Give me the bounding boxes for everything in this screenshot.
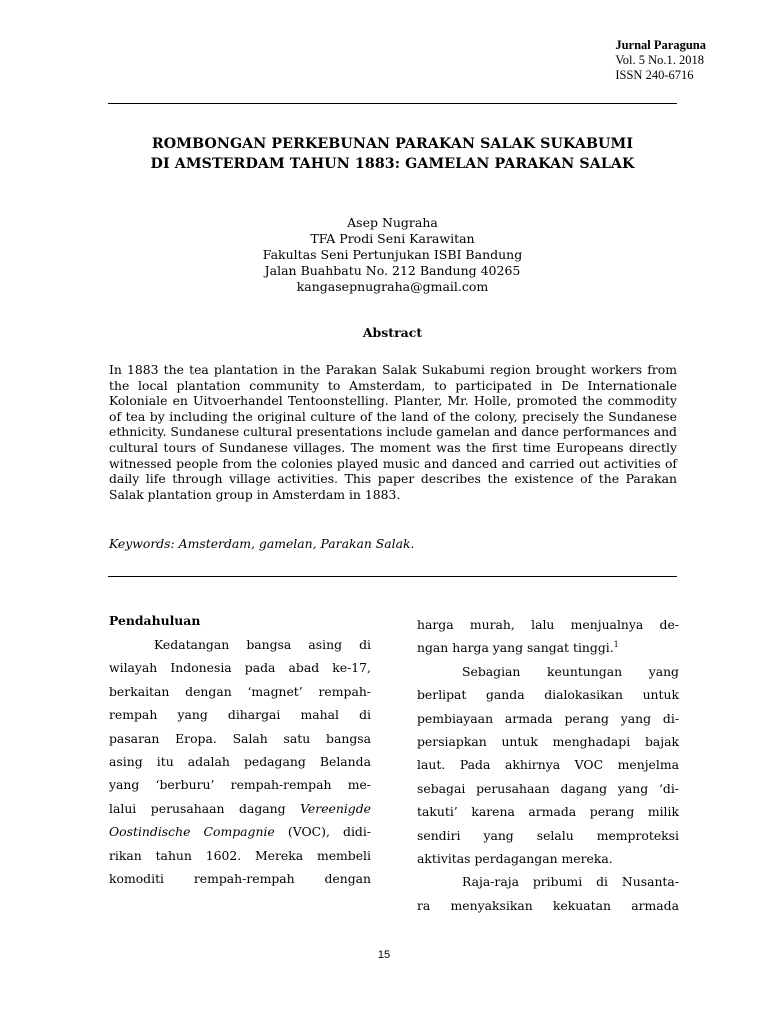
body-line: harga murah, lalu menjualnya de- [417,617,679,632]
body-text: ngan harga yang sangat tinggi. [417,640,614,656]
keywords-list: : Amsterdam, gamelan, Parakan Salak. [170,536,415,551]
page-number: 15 [377,949,391,961]
author-affiliation-2: Fakultas Seni Pertunjukan ISBI Bandung [262,247,523,262]
journal-volume: Vol. 5 No.1. 2018 [615,53,705,67]
body-line: komoditi rempah-rempah dengan [109,871,371,887]
body-line [109,820,371,843]
body-line: asing itu adalah pedagang Belanda [109,754,371,770]
body-line: pasaran Eropa. Salah satu bangsa [109,730,371,746]
journal-issn: ISSN 240-6716 [615,68,694,82]
body-line: persiapkan untuk menghadapi bajak [417,734,679,750]
body-column-left [109,613,371,890]
body-line: Kedatangan bangsa asing di [154,637,371,652]
body-line [109,797,371,820]
body-line: takuti’ karena armada perang milik [417,804,679,820]
body-line: rempah yang dihargai mahal di [109,707,371,723]
body-line: berlipat ganda dialokasikan untuk [417,687,679,703]
body-line: berkaitan dengan ‘magnet’ rempah- [109,683,371,699]
abstract-text: In 1883 the tea plantation in the Parakan Salak Sukabumi region brought workers from the local plantation community to Amsterdam, to participated in De Internationale Koloniale en Uitvoerhandel Tentoonstelling. Planter, Mr. Holle, promoted the commodity of tea by including the original culture of the land of the colony, precisely the Sundanese ethnicity. Sundanese cultural presentations include gamelan and dance performances and cultural tours of Sundanese villages. The moment was the first time Europeans directly witnessed people from the colonies played music and danced and carried out activities of daily life through village activities. This paper describes the existence of the Parakan Salak plantation group in Amsterdam in 1883. [109,362,677,502]
author-address: Jalan Buahbatu No. 212 Bandung 40265 [264,263,521,278]
journal-name: Jurnal Paraguna [615,38,706,52]
body-line: rikan tahun 1602. Mereka membeli [109,847,371,863]
body-column-right [417,613,679,917]
journal-info [615,38,706,83]
abstract-heading: Abstract [362,325,423,340]
section-heading: Pendahuluan [109,613,201,628]
article-title [100,134,685,174]
body-line: aktivitas perdagangan mereka. [417,851,613,867]
keywords-label: Keywords [109,536,171,551]
body-line: wilayah Indonesia pada abad ke-17, [109,660,371,676]
body-line: laut. Pada akhirnya VOC menjelma [417,757,679,773]
footnote-ref[interactable]: 1 [613,640,619,650]
body-text: (VOC), didi- [287,824,371,840]
voc-name-part-1: Vereenigde [300,800,371,816]
body-line: pembiayaan armada perang yang di- [417,710,679,726]
body-line: sebagai perusahaan dagang yang ‘di- [417,780,679,796]
author-name: Asep Nugraha [347,215,438,230]
title-line-2: DI AMSTERDAM TAHUN 1883: GAMELAN PARAKAN SALAK [150,156,635,172]
body-line: ra menyaksikan kekuatan armada [417,897,679,913]
body-line: Sebagian keuntungan yang [462,663,679,679]
body-line: yang ‘berburu’ rempah-rempah me- [109,777,371,793]
body-line: Raja-raja pribumi di Nusanta- [462,874,679,890]
voc-name-part-2: Oostindische Compagnie [109,824,275,840]
keywords [109,536,677,551]
title-line-1: ROMBONGAN PERKEBUNAN PARAKAN SALAK SUKABUMI [151,136,634,152]
body-text: lalui perusahaan dagang [109,800,301,816]
body-line [417,636,679,659]
author-block [100,215,685,295]
author-affiliation-1: TFA Prodi Seni Karawitan [310,231,475,246]
abstract-divider [108,576,677,577]
author-email[interactable]: kangasepnugraha@gmail.com [296,279,489,294]
body-line: sendiri yang selalu memproteksi [417,827,679,843]
header-divider [108,103,677,104]
